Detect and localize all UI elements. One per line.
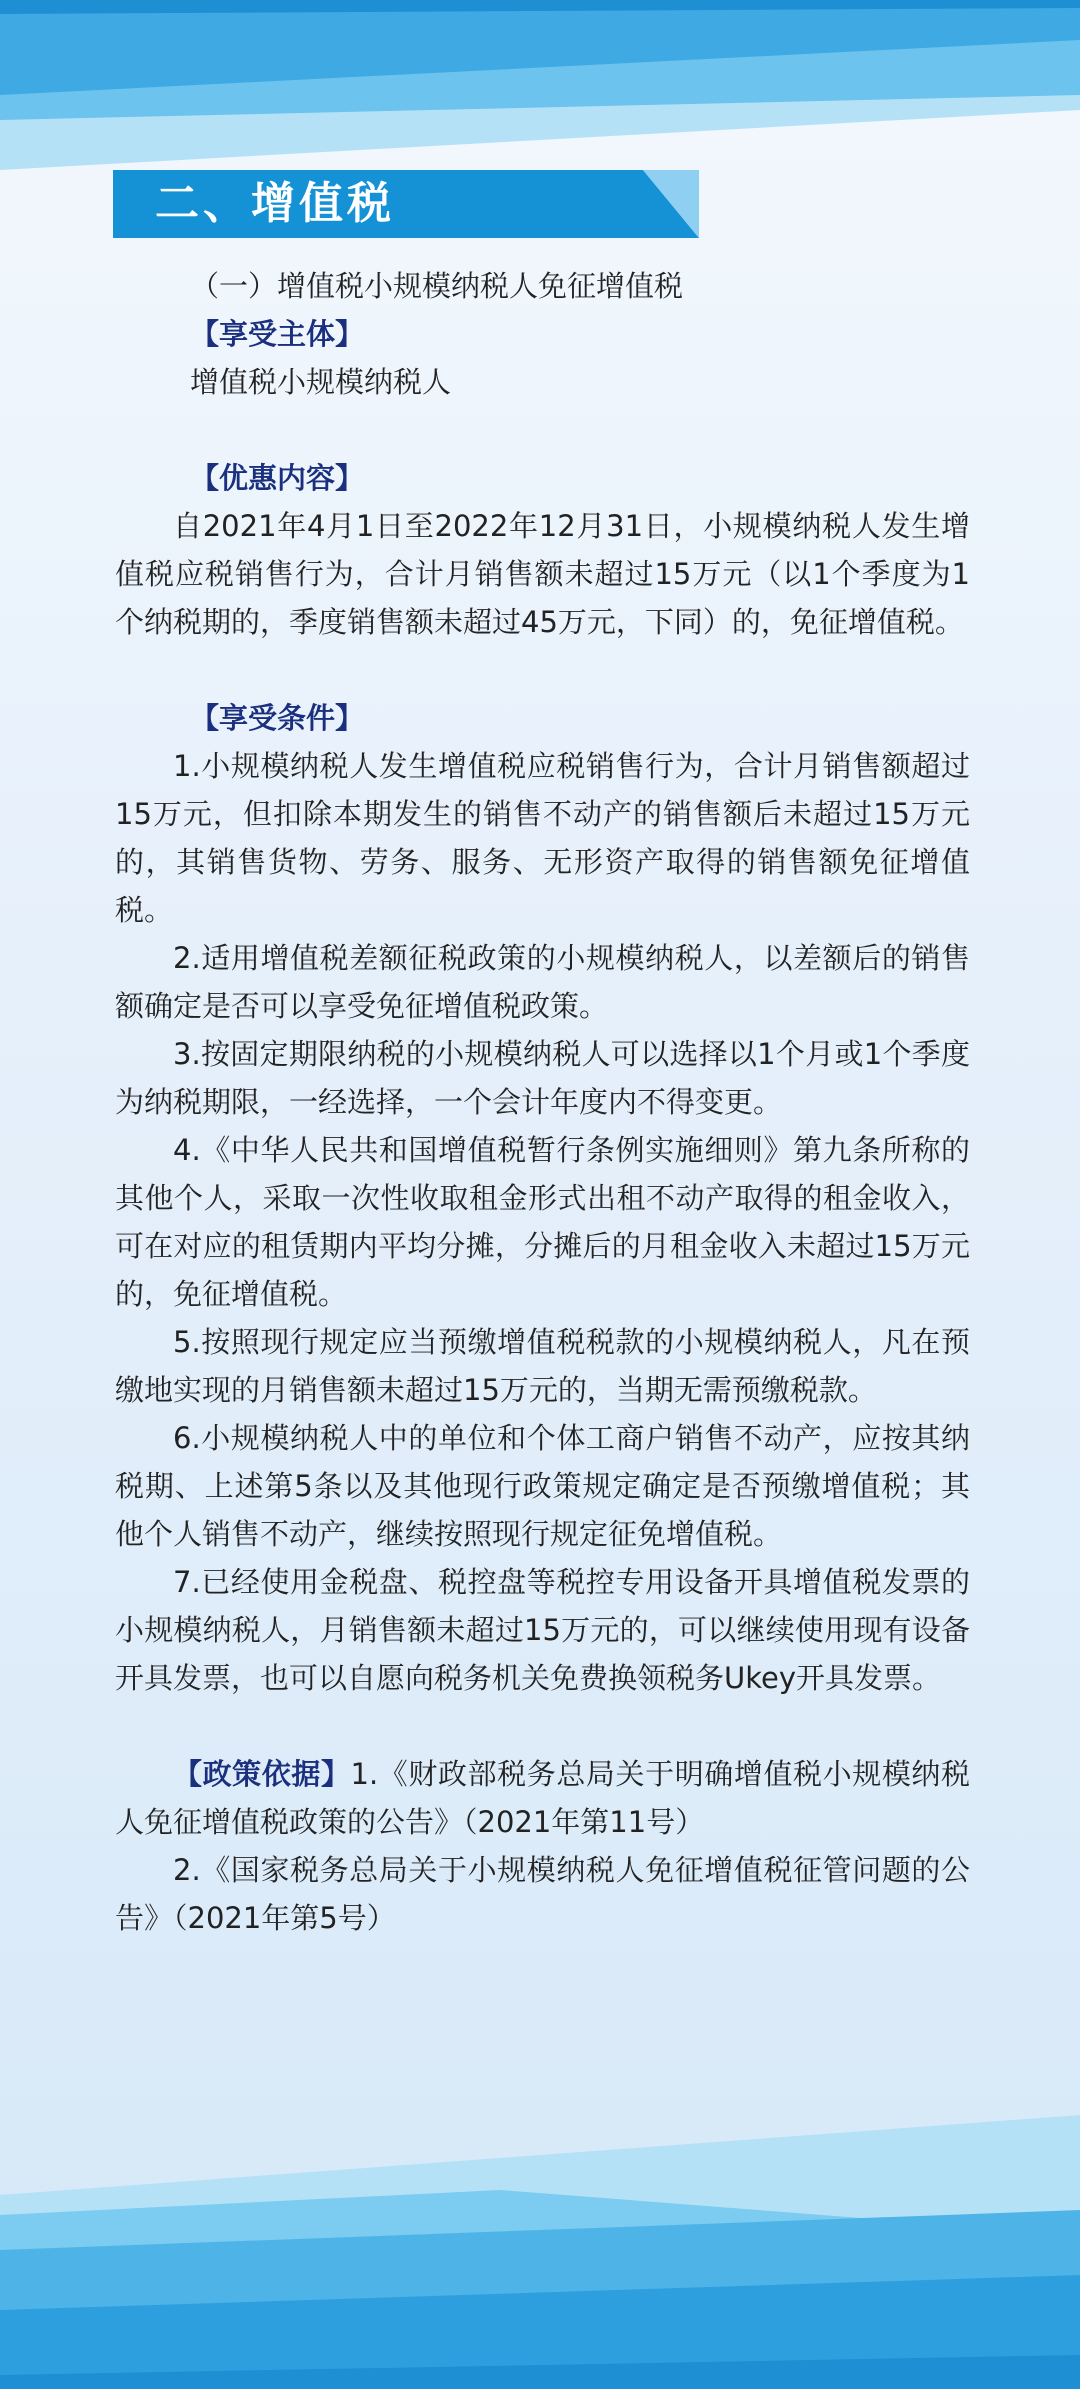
- section-title-bar: [113, 170, 699, 238]
- benefit-heading: 【优惠内容】: [190, 461, 365, 495]
- basis-item-2: 2.《国家税务总局关于小规模纳税人免征增值税征管问题的公告》（2021年第5号）: [115, 1853, 970, 1935]
- basis-heading: 【政策依据】: [173, 1757, 351, 1791]
- basis-item-1: 1.《财政部税务总局关于明确增值税小规模纳税人免征增值税政策的公告》（2021年第11号）: [115, 1757, 970, 1839]
- benefit-text: 自2021年4月1日至2022年12月31日，小规模纳税人发生增值税应税销售行为，合计月销售额未超过15万元（以1个季度为1个纳税期的，季度销售额未超过45万元，下同）的，免征增值税。: [115, 509, 970, 639]
- spacer: [115, 406, 970, 454]
- condition-item-2: 2.适用增值税差额征税政策的小规模纳税人，以差额后的销售额确定是否可以享受免征增值税政策。: [115, 941, 970, 1023]
- spacer: [115, 1702, 970, 1750]
- section-title: 二、增值税: [155, 178, 395, 229]
- bottom-decorative-band: [0, 2100, 1080, 2389]
- subsection-title: （一）增值税小规模纳税人免征增值税: [190, 269, 684, 303]
- condition-item-7: 7.已经使用金税盘、税控盘等税控专用设备开具增值税发票的小规模纳税人，月销售额未超过15万元的，可以继续使用现有设备开具发票，也可以自愿向税务机关免费换领税务Ukey开具发票。: [115, 1565, 970, 1695]
- subject-heading: 【享受主体】: [190, 317, 365, 351]
- condition-item-6: 6.小规模纳税人中的单位和个体工商户销售不动产，应按其纳税期、上述第5条以及其他现行政策规定确定是否预缴增值税；其他个人销售不动产，继续按照现行规定征免增值税。: [115, 1421, 970, 1551]
- condition-item-4: 4.《中华人民共和国增值税暂行条例实施细则》第九条所称的其他个人，采取一次性收取租金形式出租不动产取得的租金收入，可在对应的租赁期内平均分摊，分摊后的月租金收入未超过15万元的，免征增值税。: [115, 1133, 970, 1311]
- subject-text: 增值税小规模纳税人: [190, 365, 452, 399]
- spacer: [115, 646, 970, 694]
- conditions-heading: 【享受条件】: [190, 701, 365, 735]
- main-content: [115, 262, 970, 1942]
- condition-item-5: 5.按照现行规定应当预缴增值税税款的小规模纳税人，凡在预缴地实现的月销售额未超过15万元的，当期无需预缴税款。: [115, 1325, 970, 1407]
- condition-item-3: 3.按固定期限纳税的小规模纳税人可以选择以1个月或1个季度为纳税期限，一经选择，一个会计年度内不得变更。: [115, 1037, 970, 1119]
- condition-item-1: 1.小规模纳税人发生增值税应税销售行为，合计月销售额超过15万元，但扣除本期发生的销售不动产的销售额后未超过15万元的，其销售货物、劳务、服务、无形资产取得的销售额免征增值税。: [115, 749, 970, 927]
- basis-paragraph: [115, 1750, 970, 1846]
